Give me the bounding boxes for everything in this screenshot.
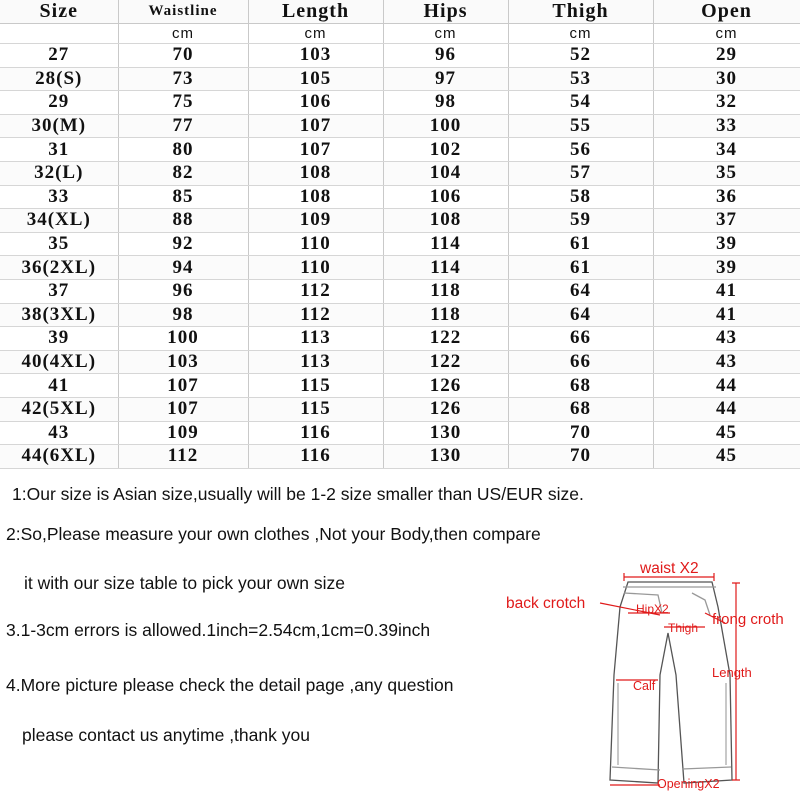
- size-cell: 28(S): [0, 67, 118, 91]
- measurement-cell: 41: [653, 279, 800, 303]
- size-cell: 29: [0, 91, 118, 115]
- measurement-cell: 108: [248, 161, 383, 185]
- measurement-cell: 44: [653, 397, 800, 421]
- measurement-cell: 61: [508, 256, 653, 280]
- table-row: [0, 397, 800, 421]
- length-label: Length: [712, 665, 752, 680]
- size-cell: 27: [0, 44, 118, 68]
- note-4-line-2: please contact us anytime ,thank you: [22, 725, 310, 745]
- measurement-cell: 102: [383, 138, 508, 162]
- measurement-cell: 68: [508, 397, 653, 421]
- note-3: 3.1-3cm errors is allowed.1inch=2.54cm,1cm=0.39inch: [6, 620, 431, 640]
- unit-cell: cm: [653, 24, 800, 44]
- measurement-cell: 97: [383, 67, 508, 91]
- table-row: [0, 138, 800, 162]
- measurement-cell: 85: [118, 185, 248, 209]
- pants-outline-icon: [500, 555, 800, 800]
- measurement-cell: 39: [653, 232, 800, 256]
- front-crotch-label: frong croth: [712, 611, 784, 628]
- measurement-cell: 107: [118, 374, 248, 398]
- measurement-cell: 92: [118, 232, 248, 256]
- measurement-cell: 113: [248, 350, 383, 374]
- measurement-cell: 43: [653, 350, 800, 374]
- table-row: [0, 303, 800, 327]
- measurement-cell: 107: [248, 114, 383, 138]
- measurement-cell: 109: [248, 209, 383, 233]
- measurement-cell: 33: [653, 114, 800, 138]
- pants-measurement-diagram: [500, 555, 800, 800]
- measurement-cell: 96: [118, 279, 248, 303]
- measurement-cell: 112: [118, 445, 248, 469]
- measurement-cell: 68: [508, 374, 653, 398]
- table-row: [0, 256, 800, 280]
- measurement-cell: 126: [383, 374, 508, 398]
- table-row: [0, 374, 800, 398]
- measurement-cell: 55: [508, 114, 653, 138]
- header-thigh: Thigh: [508, 0, 653, 24]
- measurement-cell: 56: [508, 138, 653, 162]
- measurement-cell: 45: [653, 445, 800, 469]
- size-cell: 33: [0, 185, 118, 209]
- size-cell: 43: [0, 421, 118, 445]
- size-cell: 38(3XL): [0, 303, 118, 327]
- measurement-cell: 73: [118, 67, 248, 91]
- measurement-cell: 116: [248, 445, 383, 469]
- measurement-cell: 103: [248, 44, 383, 68]
- measurement-cell: 115: [248, 374, 383, 398]
- measurement-cell: 58: [508, 185, 653, 209]
- unit-cell: cm: [248, 24, 383, 44]
- size-cell: 34(XL): [0, 209, 118, 233]
- note-4-line-1: 4.More picture please check the detail page ,any question: [6, 675, 454, 695]
- table-row: [0, 421, 800, 445]
- measurement-cell: 110: [248, 232, 383, 256]
- measurement-cell: 30: [653, 67, 800, 91]
- thigh-label: Thigh: [668, 621, 699, 635]
- measurement-cell: 70: [508, 421, 653, 445]
- measurement-cell: 122: [383, 327, 508, 351]
- size-cell: 39: [0, 327, 118, 351]
- table-row: [0, 232, 800, 256]
- measurement-cell: 115: [248, 397, 383, 421]
- table-row: [0, 445, 800, 469]
- table-row: [0, 44, 800, 68]
- measurement-cell: 118: [383, 279, 508, 303]
- hip-label: HipX2: [636, 602, 669, 616]
- measurement-cell: 103: [118, 350, 248, 374]
- header-length: Length: [248, 0, 383, 24]
- size-cell: 42(5XL): [0, 397, 118, 421]
- measurement-cell: 108: [383, 209, 508, 233]
- measurement-cell: 112: [248, 279, 383, 303]
- measurement-cell: 122: [383, 350, 508, 374]
- measurement-cell: 100: [118, 327, 248, 351]
- table-row: [0, 350, 800, 374]
- size-cell: 36(2XL): [0, 256, 118, 280]
- size-cell: 35: [0, 232, 118, 256]
- measurement-cell: 52: [508, 44, 653, 68]
- measurement-cell: 104: [383, 161, 508, 185]
- table-row: [0, 114, 800, 138]
- measurement-cell: 98: [383, 91, 508, 115]
- header-hips: Hips: [383, 0, 508, 24]
- measurement-cell: 107: [248, 138, 383, 162]
- waist-label: waist X2: [640, 560, 699, 577]
- unit-cell: cm: [508, 24, 653, 44]
- measurement-cell: 75: [118, 91, 248, 115]
- unit-cell: cm: [383, 24, 508, 44]
- table-row: [0, 327, 800, 351]
- measurement-cell: 108: [248, 185, 383, 209]
- measurement-cell: 44: [653, 374, 800, 398]
- header-waistline: Waistline: [118, 0, 248, 24]
- measurement-cell: 41: [653, 303, 800, 327]
- measurement-cell: 116: [248, 421, 383, 445]
- measurement-cell: 35: [653, 161, 800, 185]
- measurement-cell: 113: [248, 327, 383, 351]
- measurement-cell: 106: [248, 91, 383, 115]
- measurement-cell: 98: [118, 303, 248, 327]
- measurement-cell: 107: [118, 397, 248, 421]
- measurement-cell: 100: [383, 114, 508, 138]
- calf-label: Calf: [633, 679, 656, 693]
- measurement-cell: 64: [508, 279, 653, 303]
- size-cell: 37: [0, 279, 118, 303]
- measurement-cell: 57: [508, 161, 653, 185]
- measurement-cell: 105: [248, 67, 383, 91]
- measurement-cell: 59: [508, 209, 653, 233]
- size-cell: 32(L): [0, 161, 118, 185]
- table-row: [0, 279, 800, 303]
- measurement-cell: 54: [508, 91, 653, 115]
- measurement-cell: 37: [653, 209, 800, 233]
- unit-cell: cm: [118, 24, 248, 44]
- measurement-cell: 130: [383, 445, 508, 469]
- measurement-cell: 126: [383, 397, 508, 421]
- measurement-cell: 106: [383, 185, 508, 209]
- table-row: [0, 209, 800, 233]
- measurement-cell: 70: [508, 445, 653, 469]
- measurement-cell: 36: [653, 185, 800, 209]
- measurement-cell: 130: [383, 421, 508, 445]
- table-row: [0, 185, 800, 209]
- measurement-cell: 112: [248, 303, 383, 327]
- back-crotch-label: back crotch: [506, 595, 586, 612]
- measurement-cell: 64: [508, 303, 653, 327]
- size-cell: 30(M): [0, 114, 118, 138]
- size-cell: 44(6XL): [0, 445, 118, 469]
- measurement-cell: 29: [653, 44, 800, 68]
- measurement-cell: 53: [508, 67, 653, 91]
- measurement-cell: 114: [383, 232, 508, 256]
- measurement-cell: 34: [653, 138, 800, 162]
- table-row: [0, 67, 800, 91]
- measurement-cell: 66: [508, 327, 653, 351]
- note-2-line-2: it with our size table to pick your own size: [24, 573, 345, 593]
- size-cell: 40(4XL): [0, 350, 118, 374]
- measurement-cell: 94: [118, 256, 248, 280]
- size-cell: 31: [0, 138, 118, 162]
- opening-label: OpeningX2: [657, 777, 720, 791]
- unit-row: [0, 24, 800, 44]
- size-cell: 41: [0, 374, 118, 398]
- measurement-cell: 109: [118, 421, 248, 445]
- note-1: 1:Our size is Asian size,usually will be 1-2 size smaller than US/EUR size.: [12, 484, 584, 504]
- header-open: Open: [653, 0, 800, 24]
- measurement-cell: 77: [118, 114, 248, 138]
- measurement-cell: 110: [248, 256, 383, 280]
- measurement-cell: 88: [118, 209, 248, 233]
- measurement-cell: 32: [653, 91, 800, 115]
- unit-cell: [0, 24, 118, 44]
- note-2-line-1: 2:So,Please measure your own clothes ,Not your Body,then compare: [6, 524, 541, 544]
- table-row: [0, 161, 800, 185]
- measurement-cell: 45: [653, 421, 800, 445]
- measurement-cell: 66: [508, 350, 653, 374]
- measurement-cell: 61: [508, 232, 653, 256]
- measurement-cell: 96: [383, 44, 508, 68]
- table-row: [0, 91, 800, 115]
- measurement-cell: 39: [653, 256, 800, 280]
- measurement-cell: 114: [383, 256, 508, 280]
- measurement-cell: 82: [118, 161, 248, 185]
- measurement-cell: 118: [383, 303, 508, 327]
- header-size: Size: [0, 0, 118, 24]
- header-row: [0, 0, 800, 24]
- measurement-cell: 80: [118, 138, 248, 162]
- measurement-cell: 43: [653, 327, 800, 351]
- measurement-cell: 70: [118, 44, 248, 68]
